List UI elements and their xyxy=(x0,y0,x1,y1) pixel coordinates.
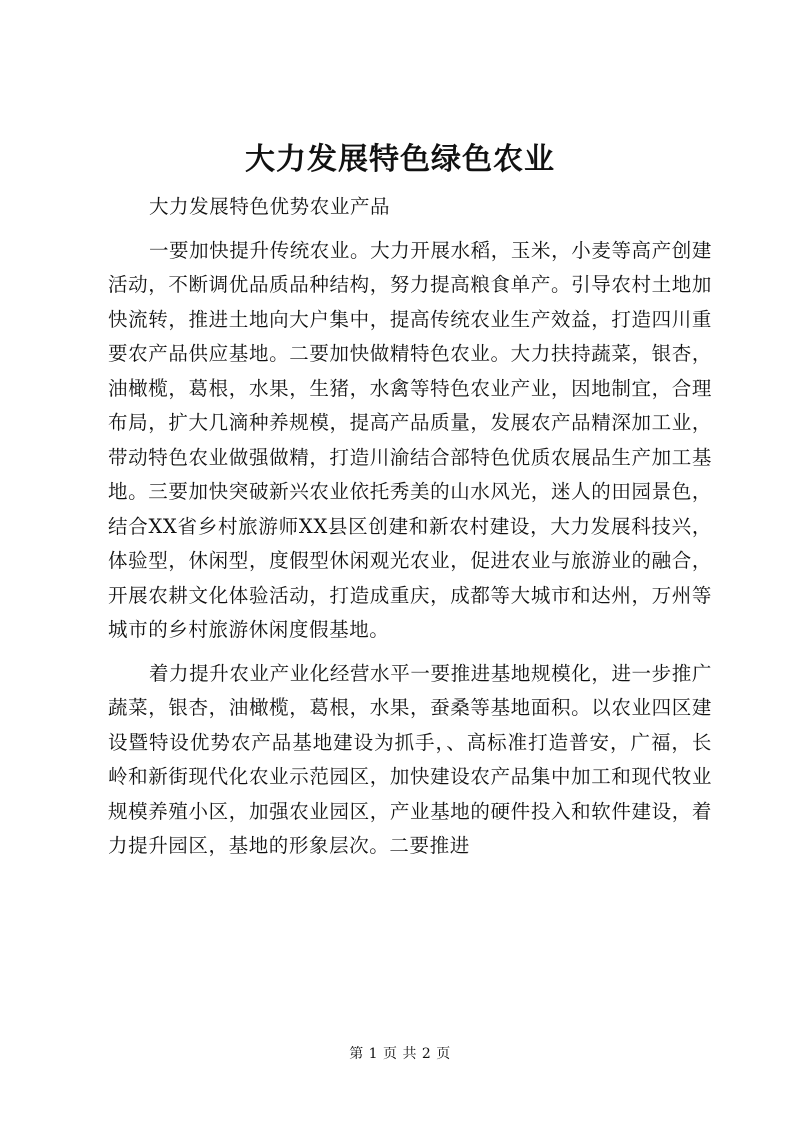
section-heading-paragraph: 大力发展特色优势农业产品 xyxy=(148,195,391,218)
body-paragraph: 一要加快提升传统农业。大力开展水稻，玉米，小麦等高产创建活动，不断调优品质品种结构，努力提高粮食单产。引导农村土地加快流转，推进土地向大户集中，提高传统农业生产效益，打造四川重要农产品供应基地。二要加快做精特色农业。大力扶持蔬菜，银杏，油橄榄，葛根，水果，生猪，水禽等特色农业产业，因地制宜，合理布局，扩大几滴种养规模，提高产品质量，发展农产品精深加工业，带动特色农业做强做精，打造川渝结合部特色优质农展品生产加工基地。三要加快突破新兴农业依托秀美的山水风光，迷人的田园景色，结合XX省乡村旅游师XX县区创建和新农村建设，大力发展科技兴，体验型，休闲型，度假型休闲观光农业，促进农业与旅游业的融合，开展农耕文化体验活动，打造成重庆，成都等大城市和达州，万州等城市的乡村旅游休闲度假基地。 xyxy=(108,238,712,641)
body-paragraph: 着力提升农业产业化经营水平一要推进基地规模化，进一步推广蔬菜，银杏，油橄榄，葛根，水果，蚕桑等基地面积。以农业四区建设暨特设优势农产品基地建设为抓手，、高标准打造普安，广福，长岭和新街现代化农业示范园区，加快建设农产品集中加工和现代牧业规模养殖小区，加强农业园区，产业基地的硬件投入和软件建设，着力提升园区，基地的形象层次。二要推进 xyxy=(108,661,712,857)
document-body xyxy=(108,190,712,864)
document-title: 大力发展特色绿色农业 xyxy=(245,142,555,177)
page-number-footer: 第 1 页 共 2 页 xyxy=(349,1046,451,1062)
